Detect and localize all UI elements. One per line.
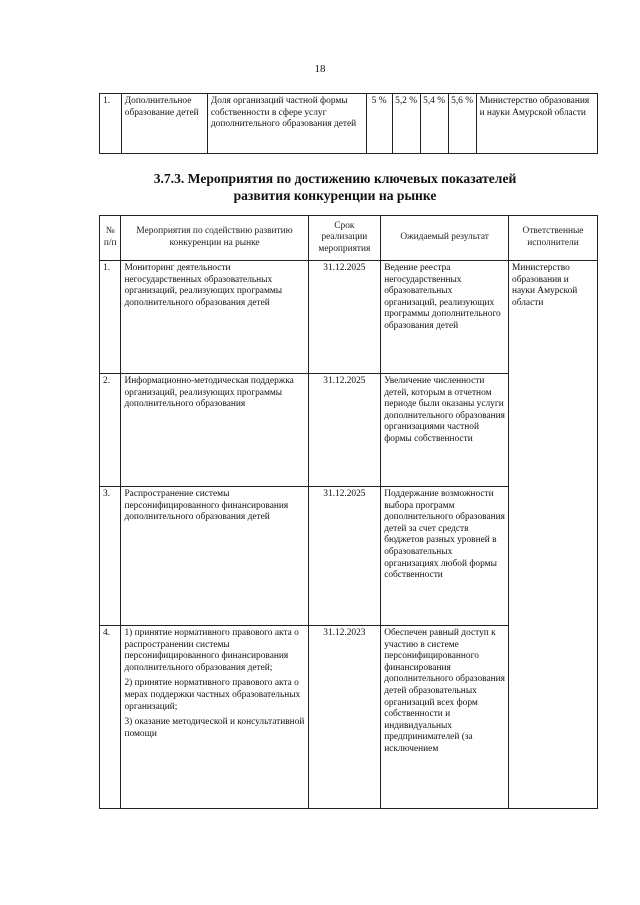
- header-result: Ожидаемый результат: [381, 216, 509, 261]
- deadline-date: 31.12.2023: [308, 626, 381, 809]
- expected-result: Обеспечен равный доступ к участию в системе персонифицированного финансирования дополнительного образования детей образовательных организаций всех форм собственности и индивидуальных предпринимателей (за исключением: [381, 626, 509, 809]
- heading-line: развития конкуренции на рынке: [233, 188, 437, 203]
- deadline-date: 31.12.2025: [308, 487, 381, 626]
- deadline-date: 31.12.2025: [308, 374, 381, 487]
- row-number: 3.: [100, 487, 121, 626]
- header-num: № п/п: [100, 216, 121, 261]
- measure-text: Мониторинг деятельности негосударственных образовательных организаций, реализующих программы дополнительного образования детей: [121, 261, 308, 374]
- indicator-name: Доля организаций частной формы собственности в сфере услуг дополнительного образования детей: [207, 94, 366, 154]
- table-header-row: [100, 216, 598, 261]
- table-row: [100, 94, 598, 154]
- header-measures: Мероприятия по содействию развитию конкуренции на рынке: [121, 216, 308, 261]
- indicator-value: 5,2 %: [392, 94, 420, 154]
- measure-subitem: 2) принятие нормативного правового акта о мерах поддержки частных образовательных организаций;: [124, 678, 301, 712]
- measure-text: Информационно-методическая поддержка организаций, реализующих программы дополнительного образования: [121, 374, 308, 487]
- indicator-value: 5,4 %: [420, 94, 448, 154]
- responsible-executor: Министерство образования и науки Амурской области: [476, 94, 597, 154]
- measure-text: Распространение системы персонифицированного финансирования дополнительного образования детей: [121, 487, 308, 626]
- market-category: Дополнительное образование детей: [121, 94, 207, 154]
- page-number: 18: [314, 63, 326, 75]
- indicator-value: 5,6 %: [448, 94, 476, 154]
- row-number: 1.: [100, 261, 121, 374]
- measure-subitem: 1) принятие нормативного правового акта о распространении системы персонифицированного финансирования дополнительного образования детей;: [124, 628, 299, 673]
- header-deadline: Срок реализации мероприятия: [308, 216, 381, 261]
- row-number: 2.: [100, 374, 121, 487]
- expected-result: Увеличение численности детей, которым в отчетном периоде были оказаны услуги дополнительного образования организациями частной формы собственности: [381, 374, 509, 487]
- table-row: [100, 261, 598, 374]
- indicator-value: 5 %: [366, 94, 392, 154]
- measure-list: [121, 626, 308, 809]
- row-number: 1.: [100, 94, 122, 154]
- expected-result: Поддержание возможности выбора программ дополнительного образования детей за счет средств бюджетов разных уровней в образовательных организациях любой формы собственности: [381, 487, 509, 626]
- responsible-executor: Министерство образования и науки Амурской области: [509, 261, 598, 809]
- measure-subitem: 3) оказание методической и консультативной помощи: [124, 717, 305, 739]
- deadline-date: 31.12.2025: [308, 261, 381, 374]
- measures-table: [99, 215, 598, 809]
- indicator-table: [99, 93, 598, 154]
- section-heading: [90, 170, 580, 204]
- heading-line: 3.7.3. Мероприятия по достижению ключевых показателей: [153, 171, 517, 186]
- row-number: 4.: [100, 626, 121, 809]
- expected-result: Ведение реестра негосударственных образовательных организаций, реализующих программы дополнительного образования детей: [381, 261, 509, 374]
- header-executors: Ответственные исполнители: [509, 216, 598, 261]
